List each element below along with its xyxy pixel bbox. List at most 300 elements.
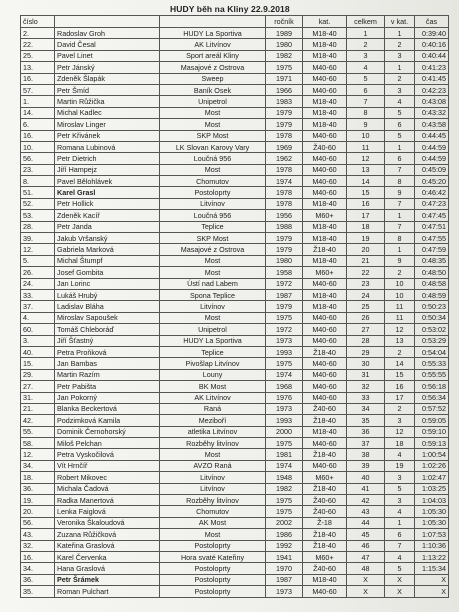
table-row [21, 540, 449, 551]
category-place: 4 [385, 506, 415, 517]
category: M18-40 [303, 39, 347, 50]
runner-name: David Česal [55, 39, 160, 50]
category-place: 4 [385, 551, 415, 562]
category-place: 9 [385, 255, 415, 266]
birth-year: 1982 [266, 50, 303, 61]
category-place: 12 [385, 426, 415, 437]
overall-place: 43 [347, 506, 385, 517]
category: Ž-18 [303, 517, 347, 528]
overall-place: 31 [347, 369, 385, 380]
finish-time: 0:41:45 [415, 73, 449, 84]
category: M60+ [303, 210, 347, 221]
table-row [21, 324, 449, 335]
birth-year: 1975 [266, 506, 303, 517]
bib-number: 37. [21, 301, 55, 312]
bib-number: 60. [21, 324, 55, 335]
category-place: X [385, 586, 415, 597]
birth-year: 1956 [266, 210, 303, 221]
category-place: 5 [385, 130, 415, 141]
overall-place: X [347, 574, 385, 585]
category-place: 7 [385, 164, 415, 175]
bib-number: 24. [21, 278, 55, 289]
category: M40-60 [303, 324, 347, 335]
category-place: 8 [385, 233, 415, 244]
category: Ž40-60 [303, 403, 347, 414]
category-place: 6 [385, 529, 415, 540]
club-name: Rozběhy litvínov [160, 495, 266, 506]
table-row [21, 517, 449, 528]
bib-number: 6. [21, 119, 55, 130]
birth-year: 1978 [266, 164, 303, 175]
table-row [21, 460, 449, 471]
runner-name: Blanka Beckertová [55, 403, 160, 414]
overall-place: 3 [347, 50, 385, 61]
finish-time: 0:55:55 [415, 369, 449, 380]
table-row [21, 198, 449, 209]
bib-number: 12. [21, 449, 55, 460]
overall-place: 7 [347, 96, 385, 107]
club-name: Postoloprty [160, 187, 266, 198]
table-row [21, 28, 449, 39]
category: Ž18-40 [303, 483, 347, 494]
category-place: 1 [385, 210, 415, 221]
category: M18-40 [303, 119, 347, 130]
bib-number: 15. [21, 358, 55, 369]
table-row [21, 255, 449, 266]
finish-time: 0:47:45 [415, 210, 449, 221]
bib-number: 14. [21, 107, 55, 118]
club-name: Hora svaté Kateřiny [160, 551, 266, 562]
category: Ž40-60 [303, 563, 347, 574]
bib-number: 22. [21, 39, 55, 50]
overall-place: 5 [347, 73, 385, 84]
category-place: 10 [385, 278, 415, 289]
table-row [21, 221, 449, 232]
club-name: Most [160, 107, 266, 118]
runner-name: Petr Hollick [55, 198, 160, 209]
finish-time: 0:55:33 [415, 358, 449, 369]
table-row [21, 107, 449, 118]
finish-time: 0:53:29 [415, 335, 449, 346]
finish-time: 0:50:34 [415, 312, 449, 323]
birth-year: 1974 [266, 176, 303, 187]
birth-year: 1982 [266, 483, 303, 494]
club-name: Masajové z Ostrova [160, 62, 266, 73]
bib-number: 23. [21, 164, 55, 175]
category-place: 5 [385, 107, 415, 118]
overall-place: 10 [347, 130, 385, 141]
category: M40-60 [303, 369, 347, 380]
club-name: Sport areál Kliny [160, 50, 266, 61]
finish-time: 0:48:50 [415, 267, 449, 278]
club-name: SKP Most [160, 130, 266, 141]
finish-time: 0:45:20 [415, 176, 449, 187]
category-place: 12 [385, 324, 415, 335]
finish-time: 0:39:40 [415, 28, 449, 39]
overall-place: 29 [347, 346, 385, 357]
overall-place: 19 [347, 233, 385, 244]
bib-number: 26. [21, 267, 55, 278]
category: M40-60 [303, 312, 347, 323]
club-name: BK Most [160, 381, 266, 392]
table-row [21, 563, 449, 574]
overall-place: 40 [347, 472, 385, 483]
overall-place: 44 [347, 517, 385, 528]
birth-year: 1975 [266, 495, 303, 506]
birth-year: 1972 [266, 278, 303, 289]
category-place: 7 [385, 198, 415, 209]
category: M60+ [303, 551, 347, 562]
club-name: Most [160, 267, 266, 278]
category: M40-60 [303, 130, 347, 141]
club-name: AVZO Raná [160, 460, 266, 471]
overall-place: 46 [347, 540, 385, 551]
overall-place: 28 [347, 335, 385, 346]
club-name: Teplice [160, 346, 266, 357]
table-row [21, 529, 449, 540]
category-place: 5 [385, 483, 415, 494]
club-name: Most [160, 529, 266, 540]
overall-place: 14 [347, 176, 385, 187]
category: Ž40-60 [303, 495, 347, 506]
category: M40-60 [303, 335, 347, 346]
table-row [21, 426, 449, 437]
bib-number: 16. [21, 130, 55, 141]
runner-name: Jakub Vršanský [55, 233, 160, 244]
bib-number: 33. [21, 289, 55, 300]
overall-place: 33 [347, 392, 385, 403]
birth-year: 1978 [266, 130, 303, 141]
bib-number: 20. [21, 506, 55, 517]
table-row [21, 381, 449, 392]
bib-number: 16. [21, 551, 55, 562]
birth-year: 1986 [266, 529, 303, 540]
category: M40-60 [303, 153, 347, 164]
table-row [21, 301, 449, 312]
birth-year: 1962 [266, 153, 303, 164]
birth-year: 1941 [266, 551, 303, 562]
finish-time: 1:04:03 [415, 495, 449, 506]
finish-time: 0:48:35 [415, 255, 449, 266]
club-name: Postoloprty [160, 586, 266, 597]
table-row [21, 403, 449, 414]
finish-time: 0:59:10 [415, 426, 449, 437]
category-place: 3 [385, 415, 415, 426]
finish-time: X [415, 574, 449, 585]
club-name: Litvínov [160, 301, 266, 312]
category: M18-40 [303, 107, 347, 118]
overall-place: 2 [347, 39, 385, 50]
club-name: Sweep [160, 73, 266, 84]
category-place: 3 [385, 472, 415, 483]
category-place: 4 [385, 449, 415, 460]
overall-place: 27 [347, 324, 385, 335]
category-place: 8 [385, 176, 415, 187]
bib-number: 34. [21, 563, 55, 574]
table-row [21, 506, 449, 517]
finish-time: 0:56:18 [415, 381, 449, 392]
finish-time: 0:59:05 [415, 415, 449, 426]
finish-time: 0:59:13 [415, 438, 449, 449]
runner-name: Kateřina Graslová [55, 540, 160, 551]
runner-name: Hana Graslová [55, 563, 160, 574]
finish-time: 0:42:23 [415, 84, 449, 95]
overall-place: 11 [347, 141, 385, 152]
runner-name: Gabriela Marková [55, 244, 160, 255]
club-name: Unipetrol [160, 96, 266, 107]
overall-place: 35 [347, 415, 385, 426]
overall-place: 32 [347, 381, 385, 392]
bib-number: 36. [21, 574, 55, 585]
category: Ž40-60 [303, 141, 347, 152]
category-place: 5 [385, 563, 415, 574]
category: M60+ [303, 267, 347, 278]
bib-number: 56. [21, 517, 55, 528]
overall-place: 4 [347, 62, 385, 73]
category-place: 7 [385, 540, 415, 551]
bib-number: 51. [21, 187, 55, 198]
bib-number: 56. [21, 153, 55, 164]
table-row [21, 141, 449, 152]
birth-year: 1973 [266, 335, 303, 346]
category-place: 15 [385, 369, 415, 380]
category: M18-40 [303, 50, 347, 61]
runner-name: Martin Růžička [55, 96, 160, 107]
runner-name: Jan Lorinc [55, 278, 160, 289]
category-place: 6 [385, 153, 415, 164]
category: M40-60 [303, 73, 347, 84]
club-name: AK Litvínov [160, 392, 266, 403]
table-row [21, 244, 449, 255]
category-place: 18 [385, 438, 415, 449]
finish-time: 1:05:30 [415, 517, 449, 528]
category: M40-60 [303, 164, 347, 175]
runner-name: Jiří Šťastný [55, 335, 160, 346]
bib-number: 25. [21, 50, 55, 61]
bib-number: 2. [21, 28, 55, 39]
bib-number: 19. [21, 495, 55, 506]
category: M40-60 [303, 187, 347, 198]
header-time: čas [415, 16, 449, 28]
bib-number: 27. [21, 381, 55, 392]
finish-time: 1:15:34 [415, 563, 449, 574]
birth-year: 1987 [266, 289, 303, 300]
category-place: 7 [385, 221, 415, 232]
category: M18-40 [303, 289, 347, 300]
club-name: Raná [160, 403, 266, 414]
runner-name: Miroslav Sapoušek [55, 312, 160, 323]
birth-year: 1958 [266, 267, 303, 278]
finish-time: 0:44:59 [415, 141, 449, 152]
finish-time: 1:05:30 [415, 506, 449, 517]
finish-time: 0:47:55 [415, 233, 449, 244]
finish-time: 0:44:59 [415, 153, 449, 164]
bib-number: 42. [21, 415, 55, 426]
category: M18-40 [303, 28, 347, 39]
table-row [21, 62, 449, 73]
category: M40-60 [303, 84, 347, 95]
finish-time: 0:46:42 [415, 187, 449, 198]
table-row [21, 312, 449, 323]
runner-name: Petr Janda [55, 221, 160, 232]
club-name: AK Litvínov [160, 39, 266, 50]
finish-time: 0:44:45 [415, 130, 449, 141]
category: M18-40 [303, 574, 347, 585]
bib-number: 4. [21, 312, 55, 323]
birth-year: 1971 [266, 73, 303, 84]
club-name: Most [160, 312, 266, 323]
finish-time: 0:40:16 [415, 39, 449, 50]
finish-time: 0:53:02 [415, 324, 449, 335]
finish-time: 0:43:08 [415, 96, 449, 107]
category: Ž40-60 [303, 506, 347, 517]
overall-place: 20 [347, 244, 385, 255]
bib-number: 36. [21, 483, 55, 494]
finish-time: 0:47:59 [415, 244, 449, 255]
club-name: Spona Teplice [160, 289, 266, 300]
header-name [55, 16, 160, 28]
category: M18-40 [303, 198, 347, 209]
category-place: 3 [385, 50, 415, 61]
overall-place: 42 [347, 495, 385, 506]
table-row [21, 449, 449, 460]
overall-place: 8 [347, 107, 385, 118]
bib-number: 53. [21, 210, 55, 221]
bib-number: 28. [21, 221, 55, 232]
club-name: SKP Most [160, 233, 266, 244]
header-overall: celkem [347, 16, 385, 28]
birth-year: 1973 [266, 403, 303, 414]
club-name: Litvínov [160, 483, 266, 494]
birth-year: 1978 [266, 198, 303, 209]
runner-name: Robert Mikovec [55, 472, 160, 483]
category: M40-60 [303, 460, 347, 471]
club-name: Chomutov [160, 176, 266, 187]
bib-number: 10. [21, 141, 55, 152]
finish-time: 0:43:32 [415, 107, 449, 118]
runner-name: Petra Vyskočilová [55, 449, 160, 460]
runner-name: Zuzana Růžičková [55, 529, 160, 540]
finish-time: 1:00:54 [415, 449, 449, 460]
club-name: Postoloprty [160, 574, 266, 585]
birth-year: 1979 [266, 233, 303, 244]
table-row [21, 551, 449, 562]
overall-place: 37 [347, 438, 385, 449]
overall-place: 23 [347, 278, 385, 289]
finish-time: 0:57:52 [415, 403, 449, 414]
runner-name: Radoslav Groh [55, 28, 160, 39]
category-place: 11 [385, 312, 415, 323]
club-name: Litvínov [160, 198, 266, 209]
finish-time: 0:41:23 [415, 62, 449, 73]
category: M40-60 [303, 392, 347, 403]
category: M18-40 [303, 221, 347, 232]
bib-number: 52. [21, 198, 55, 209]
finish-time: 0:45:09 [415, 164, 449, 175]
bib-number: 58. [21, 438, 55, 449]
birth-year: 2000 [266, 426, 303, 437]
bib-number: 18. [21, 472, 55, 483]
category: M18-40 [303, 426, 347, 437]
runner-name: Michala Čadová [55, 483, 160, 494]
club-name: Most [160, 255, 266, 266]
bib-number: 5. [21, 255, 55, 266]
table-row [21, 119, 449, 130]
birth-year: 1980 [266, 39, 303, 50]
overall-place: 24 [347, 289, 385, 300]
category: Ž18-40 [303, 449, 347, 460]
table-row [21, 415, 449, 426]
birth-year: 1966 [266, 84, 303, 95]
category-place: 13 [385, 335, 415, 346]
club-name: atletika Litvínov [160, 426, 266, 437]
overall-place: 36 [347, 426, 385, 437]
overall-place: X [347, 586, 385, 597]
table-row [21, 153, 449, 164]
header-club [160, 16, 266, 28]
bib-number: 29. [21, 369, 55, 380]
bib-number: 3. [21, 335, 55, 346]
category: M40-60 [303, 278, 347, 289]
club-name: LK Slovan Karovy Vary [160, 141, 266, 152]
runner-name: Miroslav Linger [55, 119, 160, 130]
runner-name: Vít Hrnčíř [55, 460, 160, 471]
category-place: 11 [385, 301, 415, 312]
category-place: 2 [385, 346, 415, 357]
runner-name: Lukáš Hrubý [55, 289, 160, 300]
club-name: Rozběhy litvínov [160, 438, 266, 449]
category-place: 19 [385, 460, 415, 471]
runner-name: Petra Proňková [55, 346, 160, 357]
bib-number: 1. [21, 96, 55, 107]
bib-number: 34. [21, 460, 55, 471]
runner-name: Petr Dietrich [55, 153, 160, 164]
finish-time: X [415, 586, 449, 597]
birth-year: 1993 [266, 415, 303, 426]
category: M40-60 [303, 586, 347, 597]
overall-place: 9 [347, 119, 385, 130]
runner-name: Michal Kadlec [55, 107, 160, 118]
runner-name: Veronika Škaloudová [55, 517, 160, 528]
club-name: Unipetrol [160, 324, 266, 335]
category: M40-60 [303, 176, 347, 187]
overall-place: 41 [347, 483, 385, 494]
club-name: Chomutov [160, 506, 266, 517]
runner-name: Dominik Černohorský [55, 426, 160, 437]
overall-place: 18 [347, 221, 385, 232]
table-row [21, 438, 449, 449]
club-name: Masajové z Ostrova [160, 244, 266, 255]
table-row [21, 50, 449, 61]
club-name: Louny [160, 369, 266, 380]
birth-year: 1979 [266, 119, 303, 130]
table-row [21, 176, 449, 187]
runner-name: Pavel Bělohlávek [55, 176, 160, 187]
runner-name: Romana Lubinová [55, 141, 160, 152]
birth-year: 1980 [266, 255, 303, 266]
overall-place: 17 [347, 210, 385, 221]
runner-name: Karel Červenka [55, 551, 160, 562]
birth-year: 1983 [266, 96, 303, 107]
runner-name: Radka Manertová [55, 495, 160, 506]
overall-place: 39 [347, 460, 385, 471]
overall-place: 13 [347, 164, 385, 175]
bib-number: 32. [21, 540, 55, 551]
results-table [20, 15, 449, 598]
category: M18-40 [303, 233, 347, 244]
finish-time: 1:03:25 [415, 483, 449, 494]
overall-place: 45 [347, 529, 385, 540]
